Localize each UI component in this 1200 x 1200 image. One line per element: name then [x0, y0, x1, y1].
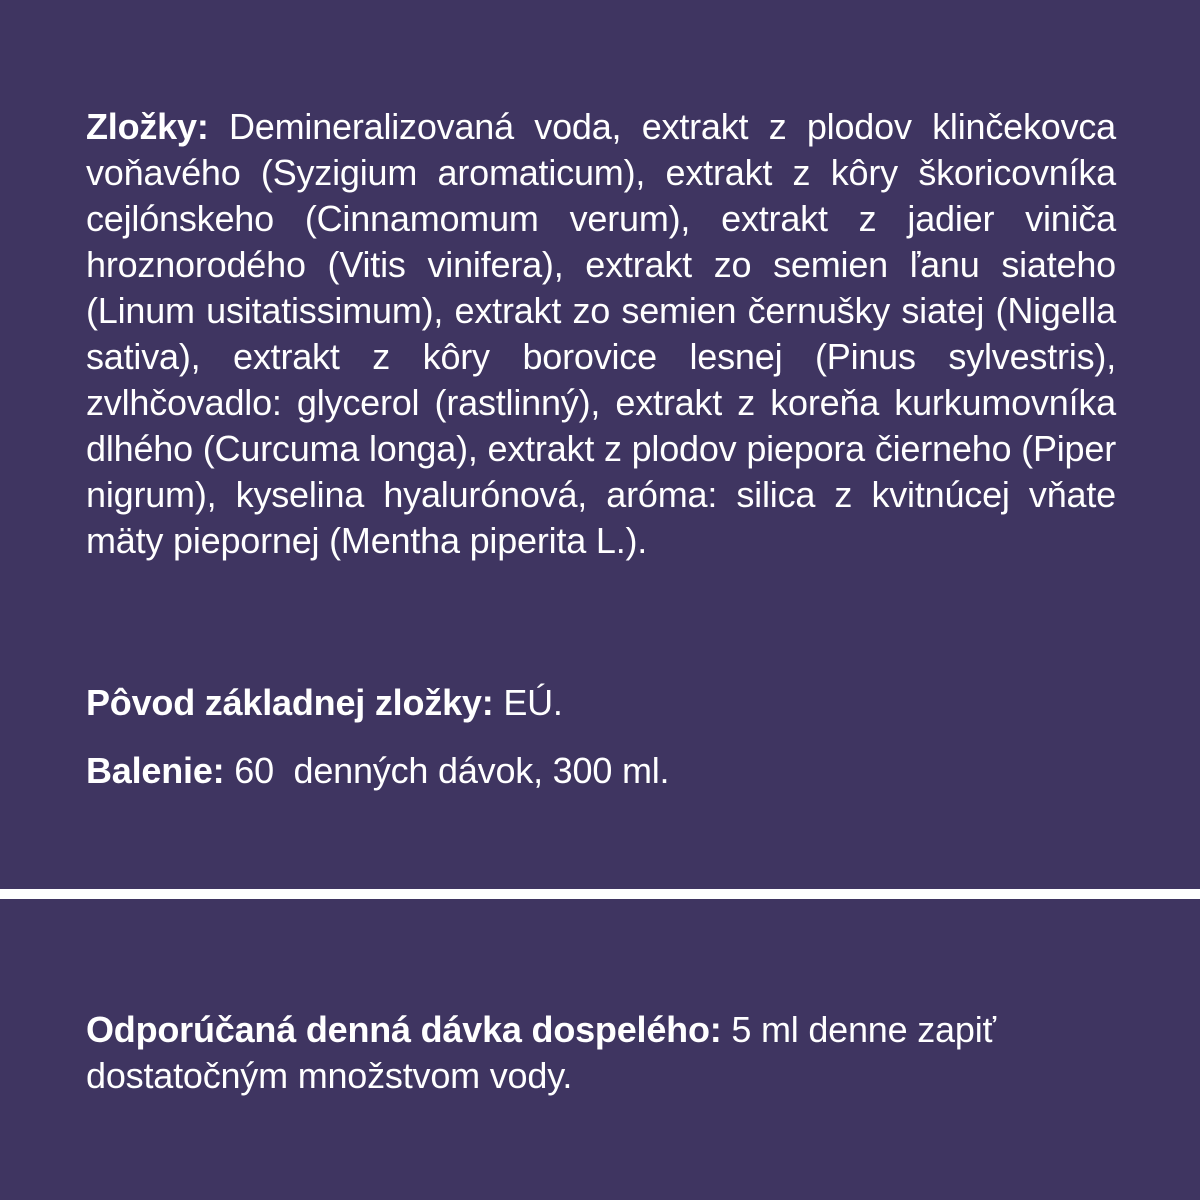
origin-label: Pôvod základnej zložky: — [86, 682, 494, 723]
packaging-paragraph — [86, 748, 1116, 794]
origin-paragraph — [86, 680, 1116, 726]
ingredients-paragraph — [86, 104, 1116, 564]
packaging-text: 60 denných dávok, 300 ml. — [224, 750, 670, 791]
dosage-label: Odporúčaná denná dávka dospelého: — [86, 1009, 722, 1050]
ingredients-text: Demineralizovaná voda, extrakt z plodov klinčekovca voňavého (Syzigium aromaticum), extrakt z kôry škoricovníka cejlónskeho (Cinnamomum verum), extrakt z jadier viniča hroznorodého (Vitis vinifera), extrakt zo semien ľanu siateho (Linum usitatissimum), extrakt zo semien černušky siatej (Nigella sativa), extrakt z kôry borovice lesnej (Pinus sylvestris), zvlhčovadlo: glycerol (rastlinný), extrakt z koreňa kurkumovníka dlhého (Curcuma longa), extrakt z plodov piepora čierneho (Piper nigrum), kyselina hyalurónová, aróma: silica z kvitnúcej vňate mäty piepornej (Mentha piperita L.). — [86, 106, 1116, 561]
packaging-label: Balenie: — [86, 750, 225, 791]
origin-text: EÚ. — [493, 682, 563, 723]
dosage-text: 5 ml denne zapiť dostatočným množstvom vody. — [86, 1009, 996, 1096]
section-divider — [0, 889, 1200, 899]
dosage-paragraph — [86, 1007, 1116, 1099]
ingredients-label: Zložky: — [86, 106, 209, 147]
